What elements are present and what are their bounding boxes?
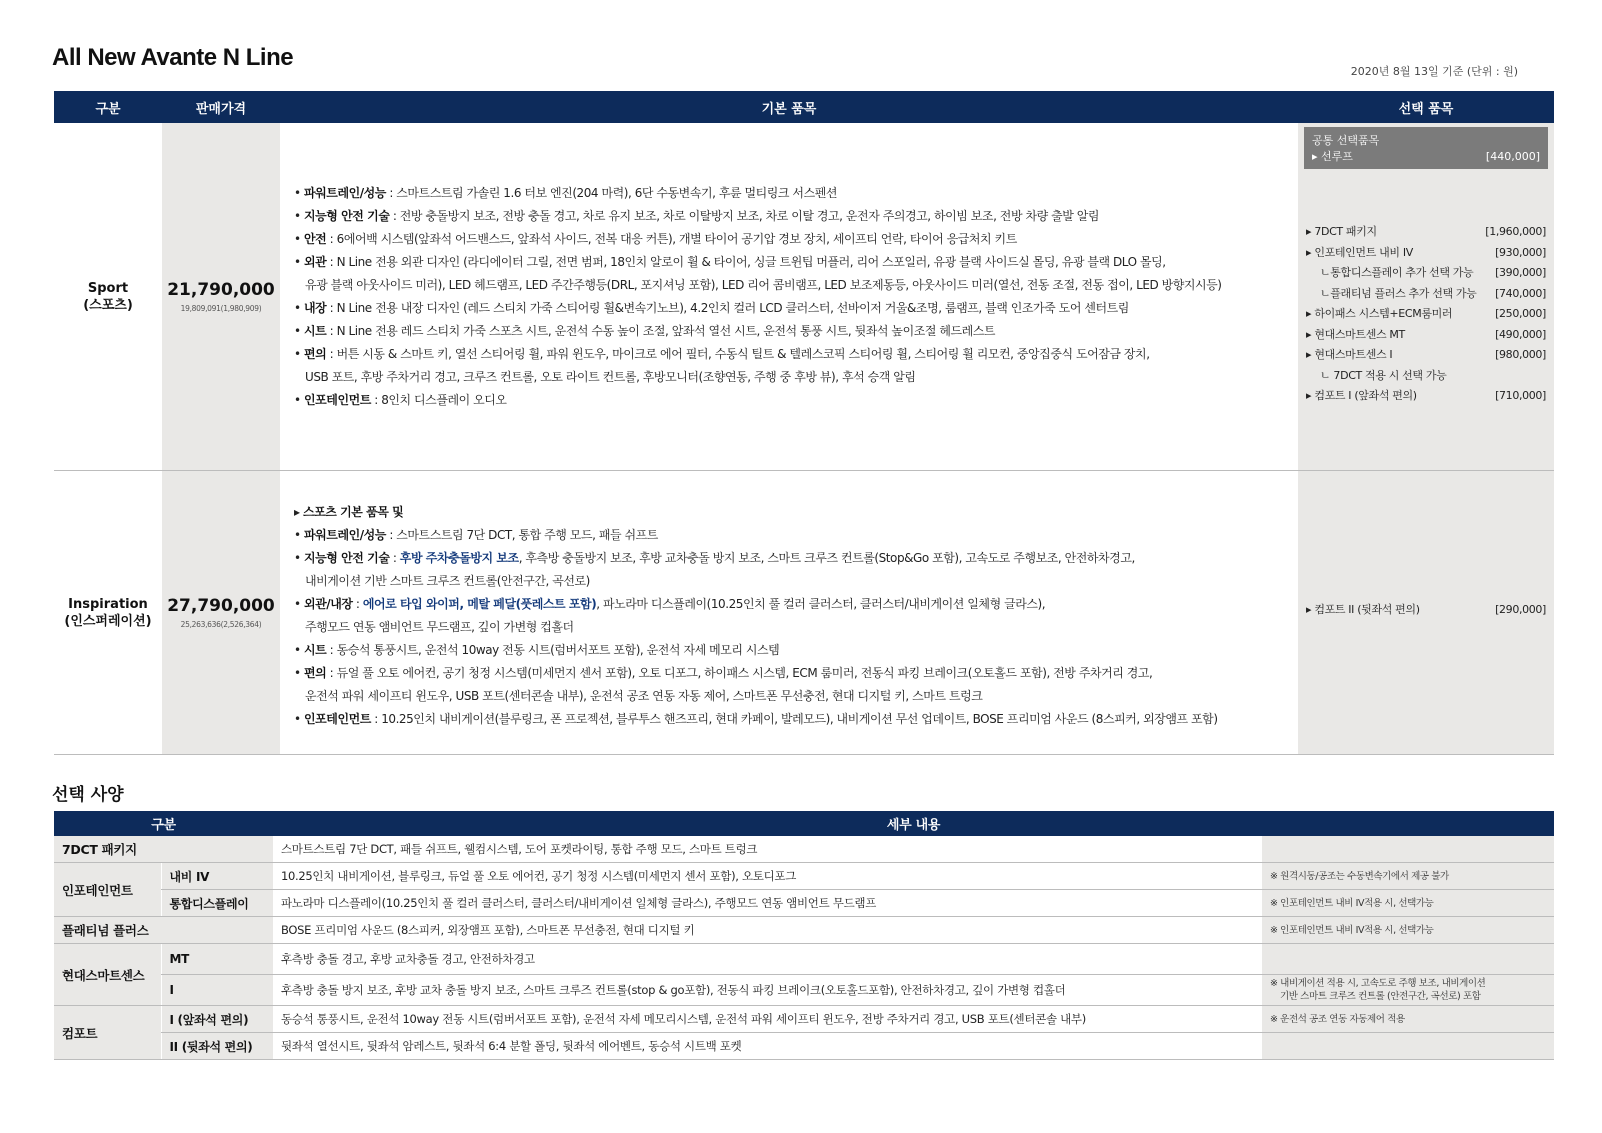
- option-item: [1304, 222, 1548, 243]
- trim-name-ko: (스포츠): [83, 297, 133, 313]
- bullet-icon: •: [294, 300, 301, 315]
- basic-item-line: [294, 524, 1288, 547]
- option-item: [1304, 600, 1548, 621]
- bullet-icon: •: [294, 527, 301, 542]
- option-sub: I (앞좌석 편의): [161, 1006, 273, 1033]
- basic-item-label: 편의: [304, 665, 327, 680]
- basic-item-line: [294, 343, 1288, 366]
- option-sub: 통합디스플레이: [161, 890, 273, 917]
- option-group: 컴포트: [54, 1006, 161, 1060]
- option-item: [1304, 304, 1548, 325]
- basic-item-text: : N Line 전용 외관 디자인 (라디에이터 그릴, 전면 범퍼, 18인치 알로이 휠 & 타이어, 싱글 트윈팁 머플러, 리어 스포일러, 유광 블랙 사이드실 몰딩, 유광 블랙 DLO 몰딩,: [326, 254, 1166, 269]
- basic-item-line: [294, 570, 1288, 593]
- basic-item-text: : 버튼 시동 & 스마트 키, 열선 스티어링 휠, 파워 윈도우, 마이크로 에어 필터, 수동식 틸트 & 텔레스코픽 스티어링 휠, 스티어링 휠 리모컨, 중앙집중식 도어잠금 장치,: [326, 346, 1150, 361]
- bullet-icon: •: [294, 711, 301, 726]
- option-label: ▸ 컴포트 II (뒷좌석 편의): [1306, 603, 1420, 617]
- option-price: [710,000]: [1495, 389, 1546, 402]
- basic-item-label: 외관: [304, 254, 327, 269]
- option-label: ▸ 인포테인먼트 내비 IV: [1306, 245, 1413, 259]
- option-note-line: ※ 내비게이션 적용 시, 고속도로 주행 보조, 내비게이션: [1270, 978, 1486, 989]
- basic-item-highlight: 에어로 타입 와이퍼, 메탈 페달(풋레스트 포함): [362, 596, 597, 611]
- price-cell: [162, 471, 280, 754]
- option-detail: 스마트스트림 7단 DCT, 패들 쉬프트, 웰컴시스템, 도어 포켓라이팅, 통합 주행 모드, 스마트 트렁크: [273, 836, 1262, 863]
- option-note: ※ 인포테인먼트 내비 IV적용 시, 선택가능: [1262, 890, 1554, 917]
- basic-item-label: 지능형 안전 기술: [304, 550, 390, 565]
- basic-item-text: : 스마트스트림 가솔린 1.6 터보 엔진(204 마력), 6단 수동변속기, 후륜 멀티링크 서스펜션: [385, 185, 837, 200]
- option-label: ㄴ 7DCT 적용 시 선택 가능: [1320, 368, 1447, 382]
- option-price: [740,000]: [1495, 286, 1546, 300]
- price-cell: [162, 123, 280, 470]
- basic-item-text: : 듀얼 풀 오토 에어컨, 공기 청정 시스템(미세먼지 센서 포함), 오토 디포그, 하이패스 시스템, ECM 룸미러, 전동식 파킹 브레이크(오토홀드 포함), 전방 주차거리 경고,: [326, 665, 1153, 680]
- basic-item-line: [294, 320, 1288, 343]
- option-price: [980,000]: [1495, 348, 1546, 361]
- basic-item-line: [294, 182, 1288, 205]
- option-note: [1262, 836, 1554, 863]
- basic-item-line: [294, 366, 1288, 389]
- table-row: [54, 944, 1554, 975]
- basic-item-line: [294, 685, 1288, 708]
- option-note: ※ 원격시동/공조는 수동변속기에서 제공 불가: [1262, 863, 1554, 890]
- option-sub: I: [161, 975, 273, 1006]
- table-row: [54, 890, 1554, 917]
- basic-item-text: : 동승석 통풍시트, 운전석 10way 전동 시트(럼버서포트 포함), 운전석 자세 메모리 시스템: [326, 642, 780, 657]
- option-group: 플래티넘 플러스: [54, 917, 273, 944]
- page-title: All New Avante N Line: [52, 44, 294, 71]
- option-sub: II (뒷좌석 편의): [161, 1033, 273, 1060]
- price-table: [54, 91, 1554, 755]
- option-price: [930,000]: [1495, 245, 1546, 259]
- header-category: 구분: [95, 101, 121, 117]
- basic-item-label: 외관/내장: [304, 596, 353, 611]
- common-option-price: [440,000]: [1485, 150, 1540, 163]
- option-item: [1304, 263, 1548, 284]
- basic-item-highlight: 후방 주차충돌방지 보조: [399, 550, 519, 565]
- basic-item-text: : 8인치 디스플레이 오디오: [370, 392, 507, 407]
- options-table: [54, 811, 1554, 1060]
- option-label: ▸ 현대스마트센스 MT: [1306, 327, 1405, 341]
- trim-row-sport: [54, 123, 1554, 471]
- basic-item-label: 시트: [304, 642, 327, 657]
- header-basic-items: 기본 품목: [761, 101, 817, 117]
- option-note-line: 기반 스마트 크루즈 컨트롤 (안전구간, 곡선로) 포함: [1280, 991, 1481, 1002]
- basic-item-label: 인포테인먼트: [304, 711, 371, 726]
- basic-item-line: [294, 616, 1288, 639]
- basic-items-cell: [280, 471, 1298, 754]
- header-options: 선택 품목: [1398, 101, 1454, 117]
- price-value: 21,790,000: [167, 280, 275, 300]
- option-detail: 후측방 충돌 경고, 후방 교차충돌 경고, 안전하차경고: [273, 944, 1262, 975]
- option-note: [1262, 975, 1554, 1006]
- bullet-icon: •: [294, 665, 301, 680]
- option-group: 7DCT 패키지: [54, 836, 273, 863]
- option-label: ㄴ플래티넘 플러스 추가 선택 가능: [1320, 286, 1477, 300]
- basic-item-text: 운전석 파워 세이프티 윈도우, USB 포트(센터콘솔 내부), 운전석 공조 연동 자동 제어, 스마트폰 무선충전, 현대 디지털 키, 스마트 트렁크: [305, 688, 983, 703]
- option-note: [1262, 944, 1554, 975]
- option-item: [1304, 366, 1548, 387]
- trim-row-inspiration: [54, 471, 1554, 755]
- bullet-icon: •: [294, 596, 301, 611]
- bullet-icon: •: [294, 208, 301, 223]
- basic-item-label: 지능형 안전 기술: [304, 208, 390, 223]
- table-row: [54, 917, 1554, 944]
- basic-item-label: 편의: [304, 346, 327, 361]
- common-options-title: 공통 선택품목: [1312, 134, 1380, 147]
- basic-item-label: 스포츠 기본 품목 및: [302, 504, 404, 519]
- basic-item-label: 파워트레인/성능: [304, 527, 386, 542]
- options-cell: [1298, 471, 1554, 754]
- basic-item-text: , 파노라마 디스플레이(10.25인치 풀 컬러 클러스터, 클러스터/내비게이션 일체형 글라스),: [596, 596, 1046, 611]
- trim-name-ko: (인스퍼레이션): [64, 613, 152, 629]
- basic-item-line: [294, 662, 1288, 685]
- option-price: [490,000]: [1495, 327, 1546, 341]
- date-note: 2020년 8월 13일 기준 (단위 : 원): [1350, 65, 1518, 78]
- price-table-header: [54, 91, 1554, 123]
- option-note: [1262, 1033, 1554, 1060]
- price-value: 27,790,000: [167, 596, 275, 616]
- basic-item-text: : 10.25인치 내비게이션(블루링크, 폰 프로젝션, 블루투스 핸즈프리, 현대 카페이, 발레모드), 내비게이션 무선 업데이트, BOSE 프리미엄 사운드 (8스피커, 외장앰프 포함): [370, 711, 1218, 726]
- basic-item-line: [294, 593, 1288, 616]
- bullet-icon: •: [294, 550, 301, 565]
- option-label: ▸ 현대스마트센스 I: [1306, 348, 1393, 361]
- trim-name: Sport: [87, 280, 129, 296]
- option-sub: MT: [161, 944, 273, 975]
- option-label: ▸ 7DCT 패키지: [1306, 225, 1377, 238]
- basic-item-text: 유광 블랙 아웃사이드 미러), LED 헤드램프, LED 주간주행등(DRL, 포지셔닝 포함), LED 리어 콤비램프, LED 보조제동등, 아웃사이드 미러(열선, 전동 조절, 전동 접이, LED 방향지시등): [305, 277, 1222, 292]
- basic-item-text: : N Line 전용 내장 디자인 (레드 스티치 가죽 스티어링 휠&변속기노브), 4.2인치 컬러 LCD 클러스터, 선바이저 거울&조명, 룸램프, 블랙 인조가죽 도어 센터트림: [326, 300, 1129, 315]
- table-row: [54, 1033, 1554, 1060]
- basic-item-line: [294, 639, 1288, 662]
- basic-item-line: [294, 251, 1288, 274]
- bullet-icon: •: [294, 185, 301, 200]
- basic-item-label: 내장: [304, 300, 327, 315]
- bullet-icon: ▸: [294, 504, 300, 519]
- trim-name-cell: [54, 471, 162, 754]
- options-header-detail: 세부 내용: [273, 811, 1554, 836]
- option-price: [250,000]: [1495, 307, 1546, 320]
- basic-items-cell: [280, 123, 1298, 470]
- basic-item-label: 파워트레인/성능: [304, 185, 386, 200]
- basic-item-text: , 후측방 충돌방지 보조, 후방 교차충돌 방지 보조, 스마트 크루즈 컨트롤(Stop&Go 포함), 고속도로 주행보조, 안전하차경고,: [518, 550, 1135, 565]
- common-options-box: [1304, 127, 1548, 169]
- option-label: ▸ 하이패스 시스템+ECM룸미러: [1306, 307, 1453, 320]
- bullet-icon: •: [294, 254, 301, 269]
- price-detail: 19,809,091(1,980,909): [180, 304, 262, 313]
- header-price: 판매가격: [195, 101, 247, 117]
- option-item: [1304, 284, 1548, 305]
- option-price: [1,960,000]: [1485, 225, 1546, 238]
- option-detail: 동승석 통풍시트, 운전석 10way 전동 시트(럼버서포트 포함), 운전석 자세 메모리시스템, 운전석 파워 세이프티 윈도우, 전방 주차거리 경고, USB 포트(센터콘솔 내부): [273, 1006, 1262, 1033]
- option-list: [1304, 222, 1548, 407]
- option-group: 인포테인먼트: [54, 863, 161, 917]
- price-detail: 25,263,636(2,526,364): [180, 620, 262, 629]
- basic-item-text: : 6에어백 시스템(앞좌석 어드밴스드, 앞좌석 사이드, 전복 대응 커튼), 개별 타이어 공기압 경보 장치, 세이프티 언락, 타이어 응급처치 키트: [326, 231, 1017, 246]
- option-detail: 파노라마 디스플레이(10.25인치 풀 컬러 클러스터, 클러스터/내비게이션 일체형 글라스), 주행모드 연동 앰비언트 무드램프: [273, 890, 1262, 917]
- option-sub: 내비 IV: [161, 863, 273, 890]
- basic-item-line: [294, 501, 1288, 524]
- option-group: 현대스마트센스: [54, 944, 161, 1006]
- table-row: [54, 975, 1554, 1006]
- basic-item-text: 내비게이션 기반 스마트 크루즈 컨트롤(안전구간, 곡선로): [305, 573, 590, 588]
- basic-item-label: 안전: [304, 231, 327, 246]
- bullet-icon: •: [294, 392, 301, 407]
- trim-name: Inspiration: [68, 596, 148, 612]
- option-item: [1304, 345, 1548, 366]
- basic-item-text: : 스마트스트림 7단 DCT, 통합 주행 모드, 패들 쉬프트: [385, 527, 658, 542]
- basic-item-text: : N Line 전용 레드 스티치 가죽 스포츠 시트, 운전석 수동 높이 조절, 앞좌석 열선 시트, 운전석 통풍 시트, 뒷좌석 높이조절 헤드레스트: [326, 323, 996, 338]
- option-detail: 10.25인치 내비게이션, 블루링크, 듀얼 풀 오토 에어컨, 공기 청정 시스템(미세먼지 센서 포함), 오토디포그: [273, 863, 1262, 890]
- basic-item-line: [294, 228, 1288, 251]
- basic-item-label: 시트: [304, 323, 327, 338]
- table-row: [54, 863, 1554, 890]
- basic-item-label: 인포테인먼트: [304, 392, 371, 407]
- option-note: ※ 운전석 공조 연동 자동제어 적용: [1262, 1006, 1554, 1033]
- options-cell: [1298, 123, 1554, 470]
- table-row: [54, 1006, 1554, 1033]
- option-detail: 뒷좌석 열선시트, 뒷좌석 암레스트, 뒷좌석 6:4 분할 폴딩, 뒷좌석 에어벤트, 동승석 시트백 포켓: [273, 1033, 1262, 1060]
- table-row: [54, 836, 1554, 863]
- basic-item-line: [294, 708, 1288, 731]
- basic-item-line: [294, 389, 1288, 412]
- option-price: [290,000]: [1495, 603, 1546, 617]
- basic-item-line: [294, 547, 1288, 570]
- option-detail: 후측방 충돌 방지 보조, 후방 교차 충돌 방지 보조, 스마트 크루즈 컨트롤(stop & go포함), 전동식 파킹 브레이크(오토홀드포함), 안전하차경고, 깊이 가변형 컵홀더: [273, 975, 1262, 1006]
- option-price: [390,000]: [1495, 266, 1546, 279]
- option-item: [1304, 386, 1548, 407]
- basic-item-line: [294, 274, 1288, 297]
- options-section-title: 선택 사양: [52, 785, 124, 805]
- option-list: [1304, 600, 1548, 621]
- basic-item-text: : 전방 충돌방지 보조, 전방 충돌 경고, 차로 유지 보조, 차로 이탈방지 보조, 차로 이탈 경고, 운전자 주의경고, 하이빔 보조, 전방 차량 출발 알림: [389, 208, 1100, 223]
- basic-item-text: USB 포트, 후방 주차거리 경고, 크루즈 컨트롤, 오토 라이트 컨트롤, 후방모니터(조향연동, 주행 중 후방 뷰), 후석 승객 알림: [305, 369, 916, 384]
- bullet-icon: •: [294, 642, 301, 657]
- option-label: ▸ 컴포트 I (앞좌석 편의): [1306, 389, 1417, 402]
- bullet-icon: •: [294, 346, 301, 361]
- bullet-icon: •: [294, 323, 301, 338]
- basic-item-line: [294, 297, 1288, 320]
- option-label: ㄴ통합디스플레이 추가 선택 가능: [1320, 266, 1474, 279]
- basic-item-line: [294, 205, 1288, 228]
- basic-item-text: :: [352, 596, 363, 611]
- bullet-icon: •: [294, 231, 301, 246]
- option-item: [1304, 243, 1548, 264]
- option-note: ※ 인포테인먼트 내비 IV적용 시, 선택가능: [1262, 917, 1554, 944]
- trim-name-cell: [54, 123, 162, 470]
- common-option-label: ▸ 선루프: [1312, 150, 1353, 163]
- basic-item-text: 주행모드 연동 앰비언트 무드램프, 깊이 가변형 컵홀더: [305, 619, 574, 634]
- option-item: [1304, 325, 1548, 346]
- basic-item-text: :: [389, 550, 400, 565]
- options-header-category: 구분: [54, 811, 273, 836]
- option-detail: BOSE 프리미엄 사운드 (8스피커, 외장앰프 포함), 스마트폰 무선충전, 현대 디지털 키: [273, 917, 1262, 944]
